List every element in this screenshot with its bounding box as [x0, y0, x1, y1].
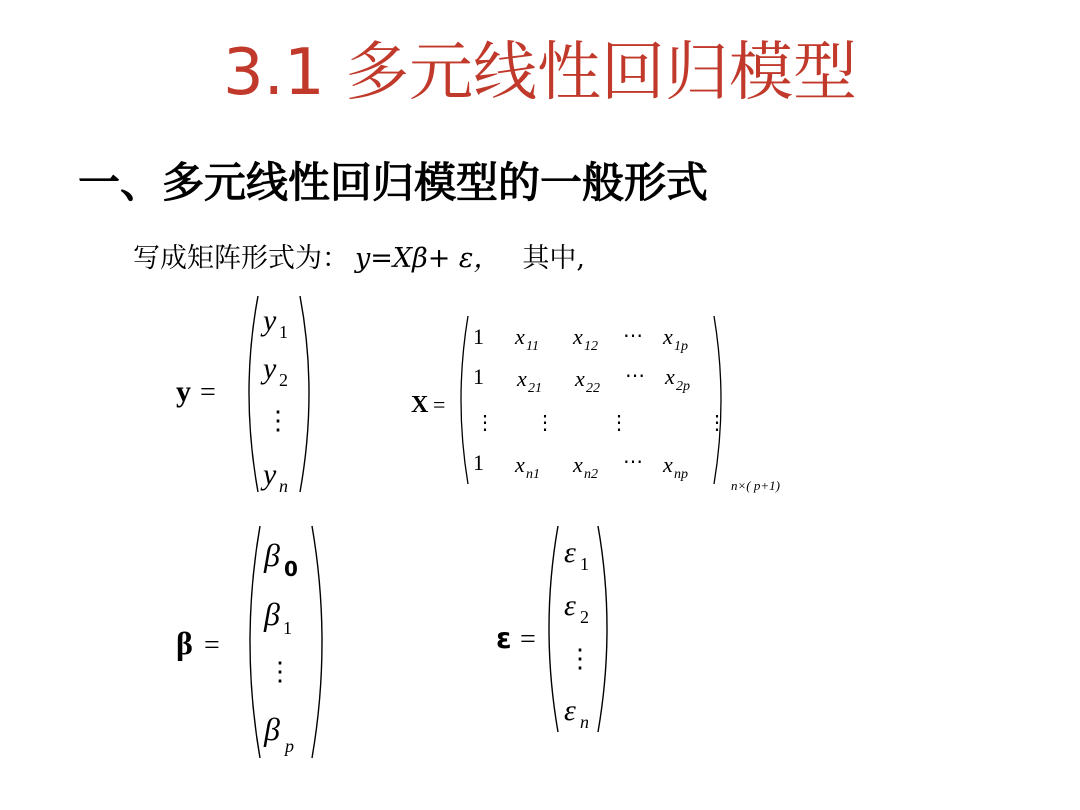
matrix-x-cell-sub: np: [674, 467, 688, 482]
vector-beta-entry: β: [264, 711, 280, 747]
intro-equation: y=Xβ+ ε，: [355, 243, 501, 274]
vector-epsilon-entry: ⋮: [567, 644, 593, 673]
vector-epsilon-lhs: ε: [496, 622, 512, 655]
matrix-x-cell-sub: 22: [586, 381, 600, 396]
vector-epsilon-entry-sub: 1: [580, 554, 589, 574]
vector-beta-left-paren: [250, 526, 260, 758]
matrix-x-cell: 1: [473, 324, 484, 349]
matrix-x-cell-sub: 12: [584, 339, 598, 354]
vector-beta-right-paren: [312, 526, 322, 758]
matrix-x-cell: x: [515, 452, 525, 477]
matrix-x-cell: x: [573, 324, 583, 349]
matrix-x-equals: =: [433, 392, 446, 417]
matrix-x-cell: ⋮: [535, 412, 555, 434]
matrix-x-block: [405, 312, 805, 497]
matrix-x-cell-sub: 2p: [676, 379, 690, 394]
vector-y-entry-sub: 2: [279, 370, 288, 390]
section-heading: 一、多元线性回归模型的一般形式: [78, 158, 709, 207]
vector-y-entry: y: [263, 304, 277, 337]
vector-beta-lhs: β: [176, 625, 193, 661]
matrix-x-dimension: n×( p+1): [731, 478, 780, 493]
vector-epsilon-equals: =: [520, 624, 536, 655]
matrix-x-cell: x: [665, 364, 675, 389]
vector-y-lhs: y: [176, 375, 191, 408]
vector-y-entry: y: [263, 458, 277, 491]
matrix-x-cell: x: [575, 366, 585, 391]
vector-epsilon-entry-sub: n: [580, 712, 589, 732]
matrix-x-right-paren: [714, 316, 721, 484]
vector-beta-entry-sub: 0: [284, 557, 298, 581]
vector-beta-entry-sub: p: [285, 736, 294, 756]
vector-epsilon-right-paren: [598, 526, 607, 732]
matrix-x-cell-sub: n1: [526, 467, 540, 482]
vector-beta-entry: β: [264, 537, 280, 573]
matrix-x-cell: ⋯: [623, 325, 643, 347]
slide-title: 3.1 多元线性回归模型: [222, 36, 858, 110]
matrix-x-cell: ⋮: [707, 412, 727, 434]
vector-beta-entry: β: [264, 596, 280, 632]
matrix-x-cell: 1: [473, 450, 484, 475]
matrix-x-cell: x: [663, 324, 673, 349]
matrix-x-cell-sub: 11: [526, 339, 539, 354]
vector-beta-block: [170, 522, 340, 767]
vector-y-right-paren: [300, 296, 309, 492]
matrix-x-cell: ⋯: [623, 451, 643, 473]
vector-epsilon-left-paren: [549, 526, 558, 732]
matrix-x-cell: ⋮: [609, 412, 629, 434]
matrix-x-cell: x: [573, 452, 583, 477]
vector-y-entry: y: [263, 352, 277, 385]
vector-y-block: [170, 292, 320, 502]
vector-epsilon-entry: ε: [564, 694, 576, 727]
intro-suffix: 其中,: [522, 243, 585, 274]
vector-beta-entry-sub: 1: [283, 618, 292, 638]
matrix-x-cell: x: [517, 366, 527, 391]
matrix-x-lhs: X: [411, 392, 429, 418]
vector-y-entry-sub: n: [279, 476, 288, 496]
matrix-form-intro: [133, 236, 585, 275]
matrix-x-cell: ⋮: [475, 412, 495, 434]
vector-y-entry: ⋮: [265, 406, 291, 435]
matrix-x-cell: ⋯: [625, 365, 645, 387]
intro-prefix: 写成矩阵形式为：: [133, 243, 349, 274]
vector-y-left-paren: [249, 296, 258, 492]
vector-epsilon-block: [490, 522, 640, 747]
vector-epsilon-entry: ε: [564, 589, 576, 622]
vector-epsilon-entry: ε: [564, 536, 576, 569]
vector-beta-equals: =: [204, 630, 220, 661]
matrix-x-left-paren: [461, 316, 468, 484]
vector-beta-entry: ⋮: [267, 657, 293, 686]
matrix-x-cell-sub: n2: [584, 467, 598, 482]
matrix-x-cell: x: [515, 324, 525, 349]
vector-y-equals: =: [200, 377, 216, 408]
matrix-x-cell: x: [663, 452, 673, 477]
matrix-x-cell-sub: 1p: [674, 339, 688, 354]
vector-y-entry-sub: 1: [279, 322, 288, 342]
vector-epsilon-entry-sub: 2: [580, 607, 589, 627]
matrix-x-cell: 1: [473, 364, 484, 389]
matrix-x-cell-sub: 21: [528, 381, 542, 396]
